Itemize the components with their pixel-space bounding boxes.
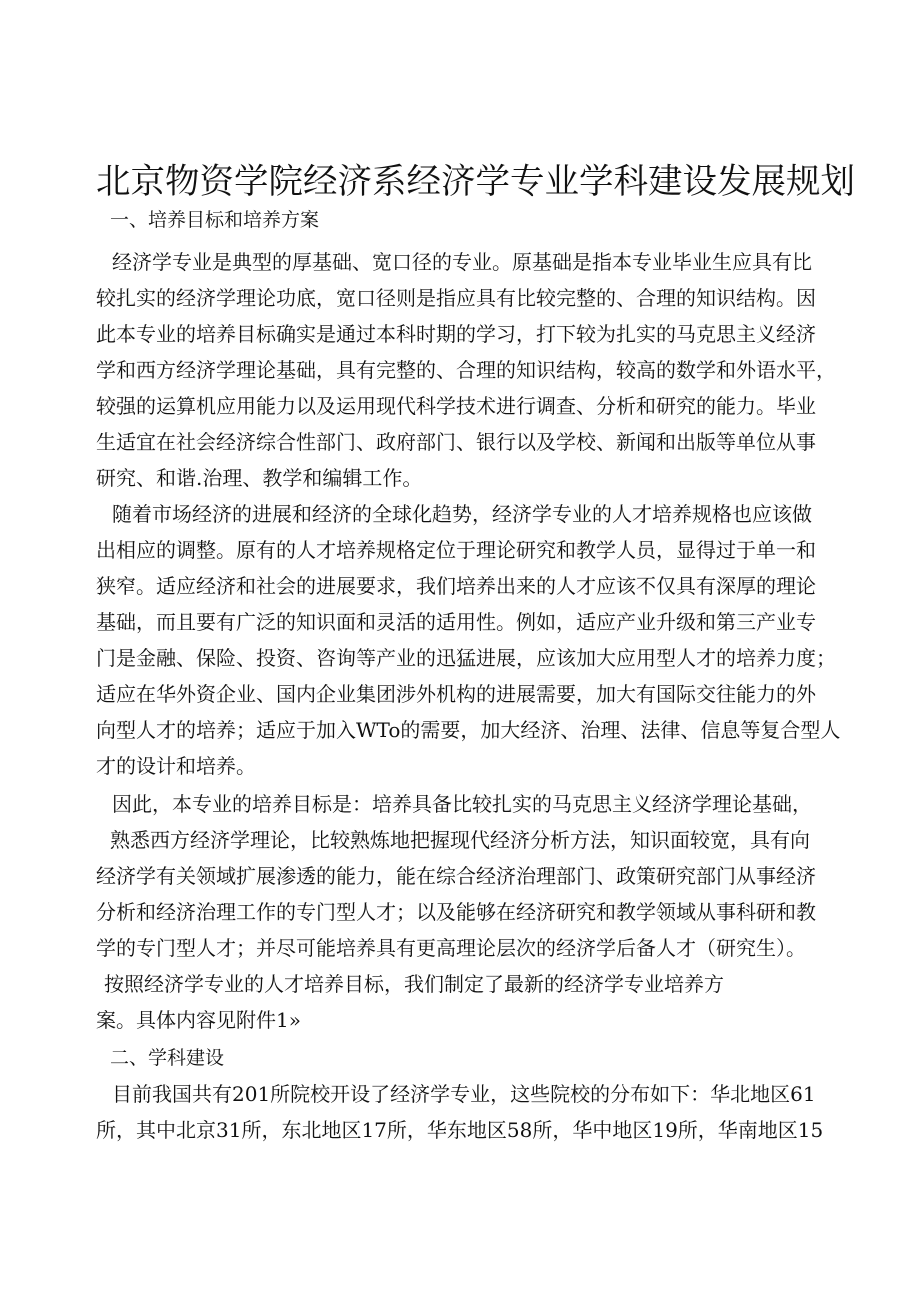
paragraph-line: 出相应的调整。原有的人才培养规格定位于理论研究和教学人员，显得过于单一和	[96, 538, 816, 562]
paragraph-line: 经济学有关领域扩展渗透的能力，能在综合经济治理部门、政策研究部门从事经济	[96, 864, 816, 888]
paragraph-line: 较扎实的经济学理论功底，宽口径则是指应具有比较完整的、合理的知识结构。因	[96, 286, 816, 310]
paragraph-line: 因此，本专业的培养目标是：培养具备比较扎实的马克思主义经济学理论基础，	[112, 792, 812, 816]
paragraph-line: 狭窄。适应经济和社会的进展要求，我们培养出来的人才应该不仅具有深厚的理论	[96, 574, 816, 598]
paragraph-line: 学和西方经济学理论基础，具有完整的、合理的知识结构，较高的数学和外语水平，	[96, 358, 836, 382]
paragraph-line: 此本专业的培养目标确实是通过本科时期的学习，打下较为扎实的马克思主义经济	[96, 322, 816, 346]
paragraph-line: 目前我国共有201所院校开设了经济学专业，这些院校的分布如下：华北地区61	[112, 1082, 816, 1106]
paragraph-line: 按照经济学专业的人才培养目标，我们制定了最新的经济学专业培养方	[104, 972, 724, 996]
paragraph-line: 才的设计和培养。	[96, 754, 256, 778]
page-title: 北京物资学院经济系经济学专业学科建设发展规划	[96, 162, 855, 202]
paragraph-line: 学的专门型人才；并尽可能培养具有更高理论层次的经济学后备人才（研究生）。	[96, 936, 806, 960]
paragraph-line: 向型人才的培养；适应于加入WTo的需要，加大经济、治理、法律、信息等复合型人	[96, 718, 841, 742]
paragraph-line: 所，其中北京31所，东北地区17所，华东地区58所，华中地区19所，华南地区15	[96, 1118, 824, 1142]
paragraph-line: 经济学专业是典型的厚基础、宽口径的专业。原基础是指本专业毕业生应具有比	[112, 250, 812, 274]
section-heading-1: 一、培养目标和培养方案	[110, 209, 320, 231]
paragraph-line: 生适宜在社会经济综合性部门、政府部门、银行以及学校、新闻和出版等单位从事	[96, 430, 816, 454]
paragraph-line: 较强的运算机应用能力以及运用现代科学技术进行调查、分析和研究的能力。毕业	[96, 394, 816, 418]
paragraph-line: 分析和经济治理工作的专门型人才；以及能够在经济研究和教学领域从事科研和教	[96, 900, 816, 924]
paragraph-line: 基础，而且要有广泛的知识面和灵活的适用性。例如，适应产业升级和第三产业专	[96, 610, 816, 634]
paragraph-line: 案。具体内容见附件1»	[96, 1008, 301, 1032]
paragraph-line: 随着市场经济的进展和经济的全球化趋势，经济学专业的人才培养规格也应该做	[112, 502, 812, 526]
section-heading-2: 二、学科建设	[110, 1047, 225, 1069]
paragraph-line: 门是金融、保险、投资、咨询等产业的迅猛进展，应该加大应用型人才的培养力度；	[96, 646, 836, 670]
paragraph-line: 适应在华外资企业、国内企业集团涉外机构的进展需要，加大有国际交往能力的外	[96, 682, 816, 706]
paragraph-line: 研究、和谐.治理、教学和编辑工作。	[96, 466, 423, 490]
paragraph-line: 熟悉西方经济学理论，比较熟炼地把握现代经济分析方法，知识面较宽，具有向	[110, 828, 810, 852]
